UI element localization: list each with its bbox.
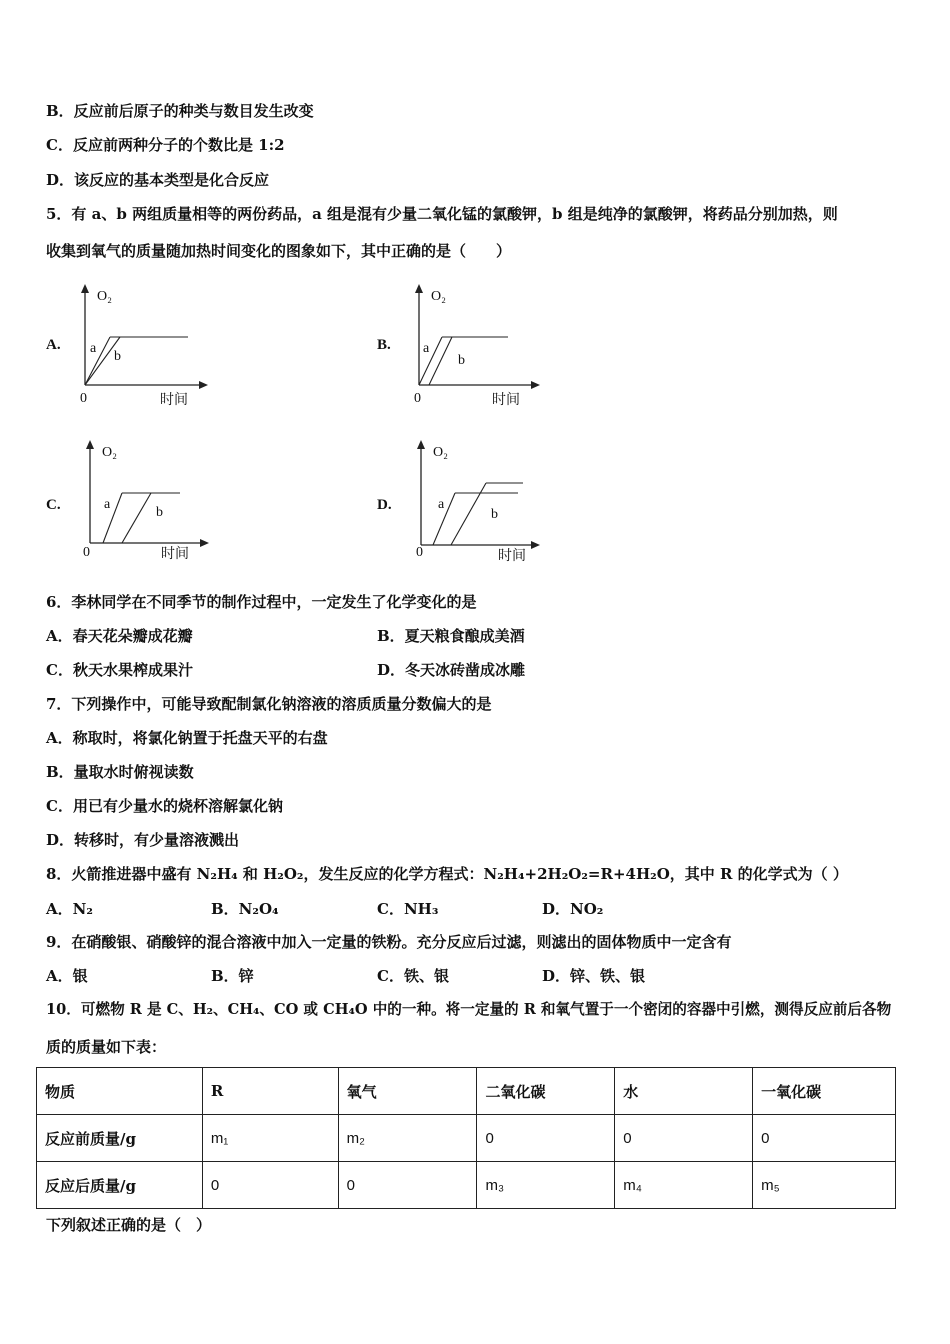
q5-stem-line2: 收集到氧气的质量随加热时间变化的图象如下，其中正确的是（ ） — [46, 242, 512, 260]
q10-stem-line1: 10．可燃物 R 是 C、H₂、CH₄、CO 或 CH₄O 中的一种。将一定量的 R 和氧气置于一个密闭的容器中引燃，测得反应前后各物 — [46, 1001, 892, 1018]
x-axis-label: 时间 — [161, 546, 189, 562]
q5-graph-d-label: D. — [377, 497, 392, 513]
q6-option-d: D．冬天冰砖凿成冰雕 — [377, 661, 526, 679]
table-cell: m₂ — [338, 1115, 477, 1162]
q5-graph-c-label: C. — [46, 497, 61, 513]
series-b-label: b — [458, 353, 465, 368]
table-cell: m₅ — [753, 1162, 896, 1209]
series-b-label: b — [114, 349, 121, 364]
q6-option-b: B．夏天粮食酿成美酒 — [377, 627, 525, 645]
q5-graph-a-label: A. — [46, 337, 61, 353]
table-header-cell: R — [202, 1068, 338, 1115]
q9-option-a: A．银 — [46, 967, 88, 985]
y-axis-label: O₂ — [102, 445, 117, 460]
q6-option-c: C．秋天水果榨成果汁 — [46, 661, 193, 679]
q7-option-a: A．称取时，将氯化钠置于托盘天平的右盘 — [46, 729, 328, 747]
q10-stem-line2: 质的质量如下表： — [46, 1038, 167, 1056]
table-cell: 反应后质量/g — [37, 1162, 203, 1209]
y-axis-label: O₂ — [97, 289, 112, 304]
q7-option-b: B．量取水时俯视读数 — [46, 763, 194, 781]
q9-option-c: C．铁、银 — [377, 967, 449, 985]
origin-label: 0 — [80, 391, 87, 406]
mass-table — [36, 1067, 896, 1209]
q5-graph-a — [70, 280, 220, 410]
y-axis-label: O₂ — [433, 445, 448, 460]
table-header-cell: 氧气 — [338, 1068, 477, 1115]
q9-option-b: B．锌 — [211, 967, 254, 985]
series-a-label: a — [104, 497, 111, 512]
q4-option-b: B．反应前后原子的种类与数目发生改变 — [46, 102, 314, 120]
table-cell: 0 — [477, 1115, 615, 1162]
series-a-label: a — [90, 341, 97, 356]
table-row — [37, 1162, 896, 1209]
q8-option-d: D．NO₂ — [542, 900, 604, 918]
q6-option-a: A．春天花朵瓣成花瓣 — [46, 627, 193, 645]
q9-option-d: D．锌、铁、银 — [542, 967, 646, 985]
q4-option-d: D．该反应的基本类型是化合反应 — [46, 171, 270, 189]
x-axis-label: 时间 — [498, 548, 526, 564]
q8-option-a: A．N₂ — [46, 900, 93, 918]
table-cell: 0 — [753, 1115, 896, 1162]
q5-graph-b-label: B. — [377, 337, 391, 353]
q4-option-c: C．反应前两种分子的个数比是 1:2 — [46, 136, 285, 154]
table-cell: m₃ — [477, 1162, 615, 1209]
table-cell: 反应前质量/g — [37, 1115, 203, 1162]
x-axis-label: 时间 — [492, 392, 520, 408]
table-cell: 0 — [615, 1115, 753, 1162]
q8-option-b: B．N₂O₄ — [211, 900, 279, 918]
q8-option-c: C．NH₃ — [377, 900, 439, 918]
q7-stem: 7．下列操作中，可能导致配制氯化钠溶液的溶质质量分数偏大的是 — [46, 695, 492, 713]
q7-option-c: C．用已有少量水的烧杯溶解氯化钠 — [46, 797, 283, 815]
table-header-cell: 水 — [615, 1068, 753, 1115]
series-a-label: a — [438, 497, 445, 512]
origin-label: 0 — [416, 545, 423, 560]
q5-graph-c — [75, 436, 225, 566]
table-header-cell: 物质 — [37, 1068, 203, 1115]
table-header-row — [37, 1068, 896, 1115]
origin-label: 0 — [414, 391, 421, 406]
table-header-cell: 一氧化碳 — [753, 1068, 896, 1115]
table-row — [37, 1115, 896, 1162]
series-b-label: b — [491, 507, 498, 522]
table-cell: m₁ — [202, 1115, 338, 1162]
q8-stem: 8．火箭推进器中盛有 N₂H₄ 和 H₂O₂，发生反应的化学方程式：N₂H₄+2H₂O₂=R+4H₂O，其中 R 的化学式为（ ） — [46, 865, 848, 883]
series-b-label: b — [156, 505, 163, 520]
origin-label: 0 — [83, 545, 90, 560]
series-a-label: a — [423, 341, 430, 356]
table-header-cell: 二氧化碳 — [477, 1068, 615, 1115]
table-cell: 0 — [202, 1162, 338, 1209]
y-axis-label: O₂ — [431, 289, 446, 304]
q10-question: 下列叙述正确的是（ ） — [46, 1216, 212, 1234]
x-axis-label: 时间 — [160, 392, 188, 408]
q6-stem: 6．李林同学在不同季节的制作过程中，一定发生了化学变化的是 — [46, 593, 477, 611]
table-cell: 0 — [338, 1162, 477, 1209]
q7-option-d: D．转移时，有少量溶液溅出 — [46, 831, 240, 849]
q5-graph-d — [406, 436, 556, 566]
q5-stem-line1: 5．有 a、b 两组质量相等的两份药品，a 组是混有少量二氧化锰的氯酸钾，b 组是纯净的氯酸钾，将药品分别加热，则 — [46, 205, 838, 223]
q9-stem: 9．在硝酸银、硝酸锌的混合溶液中加入一定量的铁粉。充分反应后过滤，则滤出的固体物质中一定含有 — [46, 933, 732, 951]
q5-graph-b — [404, 280, 554, 410]
table-cell: m₄ — [615, 1162, 753, 1209]
